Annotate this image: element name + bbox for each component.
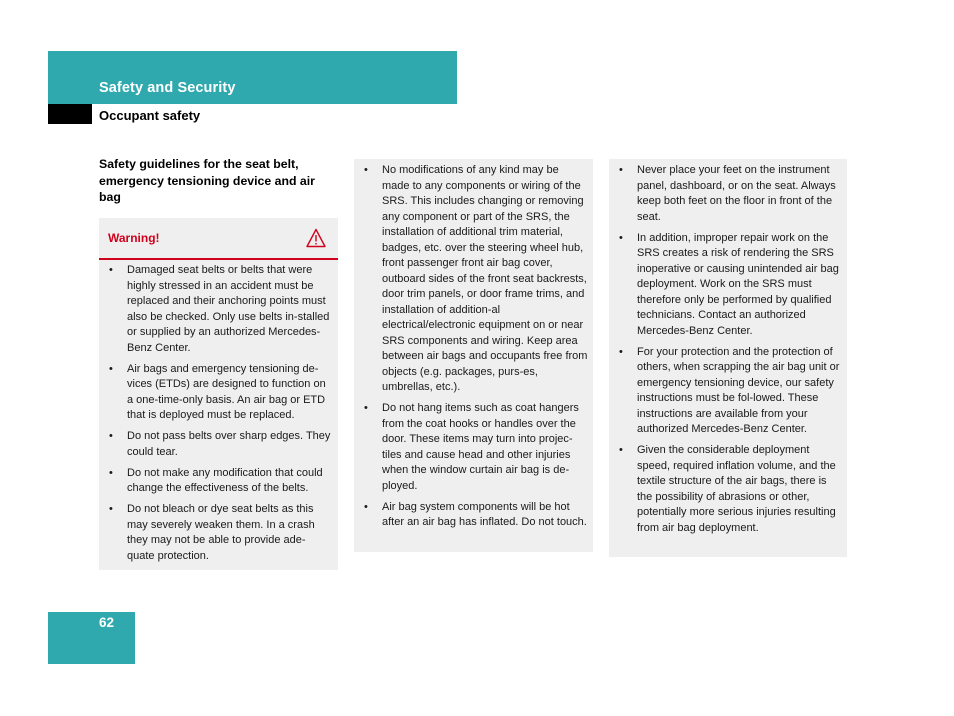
list-item [107,429,333,460]
list-item [362,401,588,494]
warning-header [99,218,338,260]
list-item [107,466,333,497]
list-item [107,263,333,356]
page-number-tab [48,612,135,664]
header-band [48,51,457,104]
list-item-text: Air bags and emergency tensioning de-vices (ETDs) are designed to function on a one-time-only basis. An air bag or ETD that is deployed must be replaced. [127,362,326,421]
warning-label: Warning! [108,231,160,245]
list-item-text: In addition, improper repair work on the SRS creates a risk of rendering the SRS inoperative or causing unintended air bag deployment. Work on the SRS must therefore only be performed by qualified technicians. Contact an authorized Mercedes-Benz Center. [637,231,839,337]
bullet-icon: • [619,345,623,358]
guidelines-heading: Safety guidelines for the seat belt, emergency tensioning device and air bag [99,157,315,204]
column-3-list [617,163,843,542]
section-marker-tab [48,104,92,124]
warning-box [99,218,338,570]
list-item [617,345,843,438]
bullet-icon: • [109,466,113,479]
bullet-icon: • [109,362,113,375]
bullet-icon: • [619,444,623,456]
bullet-icon: • [364,402,368,414]
list-item [617,443,843,536]
list-item [107,502,333,564]
column-2-panel [354,159,593,552]
column-3-panel [609,159,847,557]
warning-triangle-icon [306,228,326,248]
bullet-icon: • [619,164,623,176]
bullet-icon: • [109,430,113,442]
list-item [362,163,588,396]
list-item [362,500,588,531]
bullet-icon: • [109,503,113,515]
list-item-text: Never place your feet on the instrument panel, dashboard, or on the seat. Always keep both feet on the floor in front of the seat. [637,164,836,223]
list-item-text: Air bag system components will be hot after an air bag has inflated. Do not touch. [382,500,587,528]
list-item [617,163,843,225]
list-item-text: Damaged seat belts or belts that were highly stressed in an accident must be replaced and their anchoring points must also be checked. Only use belts in-stalled or supplied by an authorized Mercedes-Benz Center. [127,264,330,354]
list-item-text: Do not make any modification that could change the effectiveness of the belts. [127,466,323,494]
bullet-icon: • [619,231,623,244]
bullet-icon: • [364,164,368,176]
list-item [617,231,843,340]
list-item-text: Given the considerable deployment speed, required inflation volume, and the textile structure of the air bags, there is the possibility of abrasions or other, potentially more serious injuries resulting from air bag deployment. [637,444,836,534]
section-title: Safety and Security [99,80,236,96]
list-item-text: Do not pass belts over sharp edges. They could tear. [127,430,331,458]
bullet-icon: • [109,264,113,276]
subsection-title: Occupant safety [99,108,201,123]
page-number: 62 [99,615,115,630]
list-item-text: Do not hang items such as coat hangers from the coat hooks or handles over the door. These items may turn into projec-tiles and cause head and other injuries when the window curtain air bag is de-ployed. [382,402,579,492]
list-item [107,362,333,424]
list-item-text: No modifications of any kind may be made to any components or wiring of the SRS. This includes changing or removing any component or part of the SRS, the installation of additional trim material, badges, etc. over the steering wheel hub, front passenger front air bag cover, outboard sides of the front seat backrests, door trim panels, or door frame trims, and installation of addition-al electrical/electronic equipment on or near SRS components and wiring. Keep area between air bags and occupants free from objects (e.g. packages, purs-es, umbrellas, etc.). [382,164,588,393]
bullet-icon: • [364,500,368,513]
list-item-text: Do not bleach or dye seat belts as this may severely weaken them. In a crash they may not be able to provide ade-quate protection. [127,503,315,562]
list-item-text: For your protection and the protection of others, when scrapping the air bag unit or emergency tensioning device, our safety instructions must be fol-lowed. These instructions are available from your authorized Mercedes-Benz Center. [637,345,840,435]
column-2-list [362,163,588,536]
warning-list [107,263,333,570]
